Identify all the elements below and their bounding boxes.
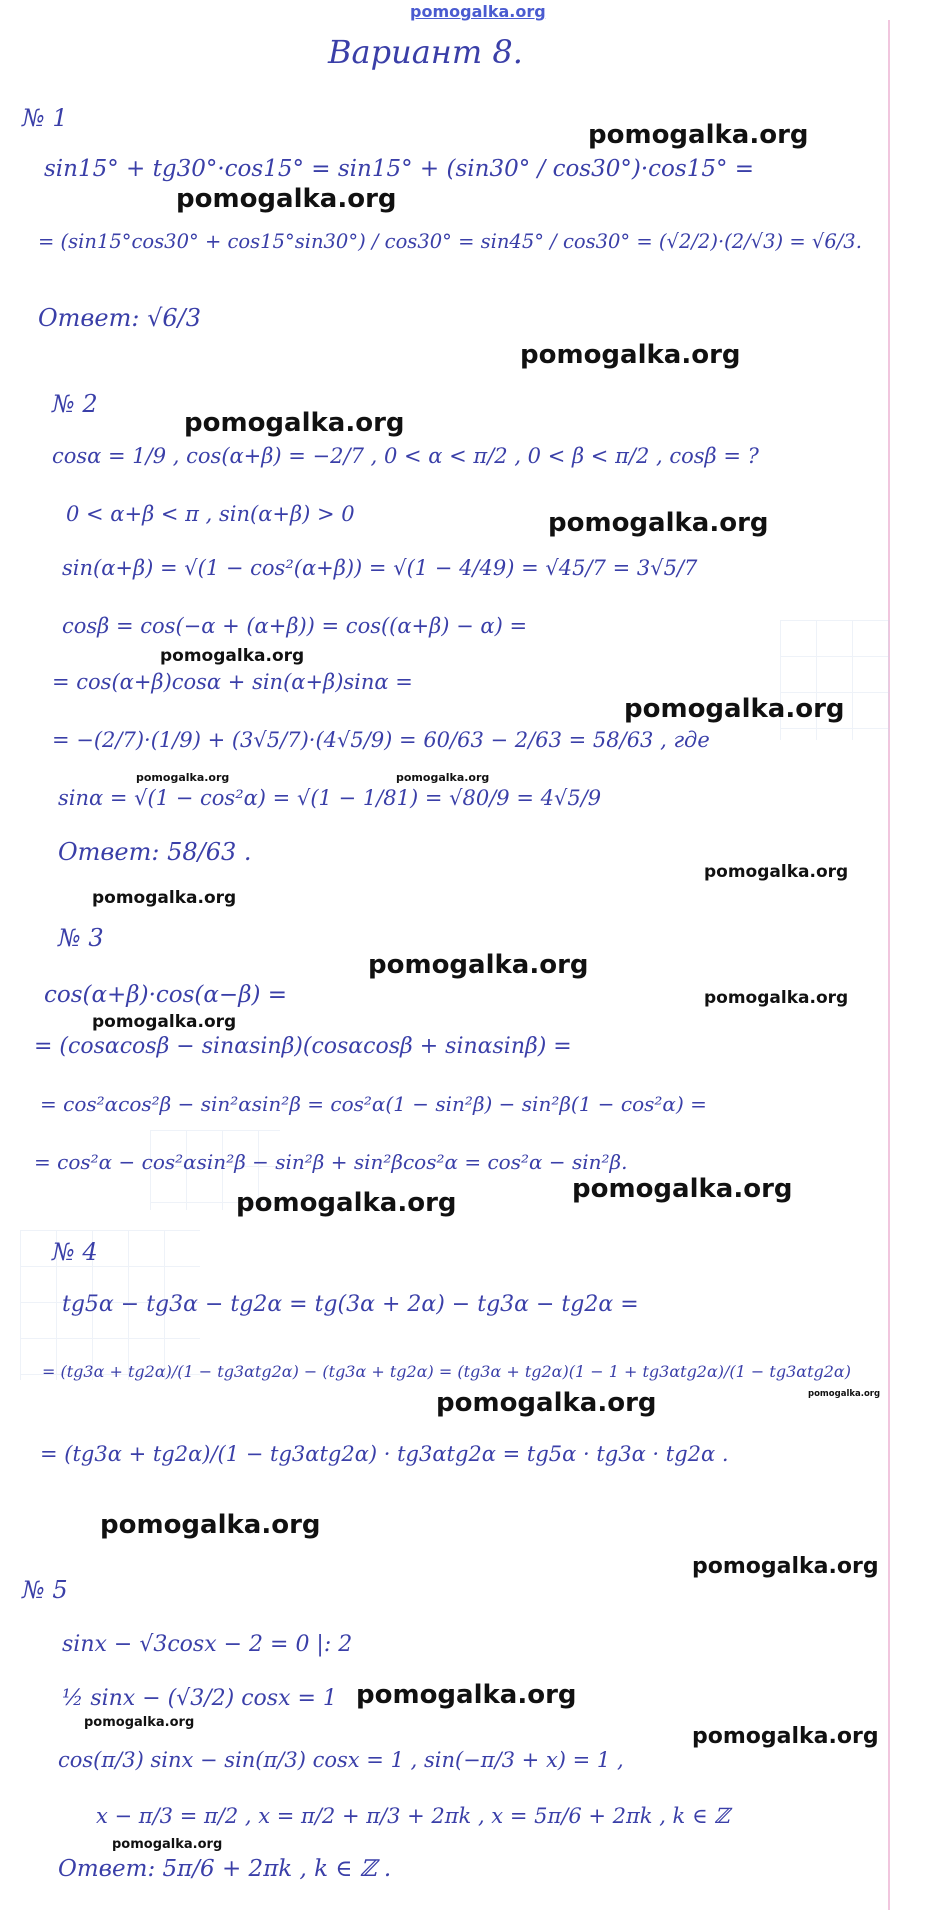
watermark: pomogalka.org (236, 1188, 457, 1218)
problem-3-line-4: = cos²α − cos²αsin²β − sin²β + sin²βcos²α = cos²α − sin²β. (34, 1150, 628, 1174)
watermark: pomogalka.org (136, 771, 230, 784)
watermark: pomogalka.org (588, 120, 809, 150)
problem-5-line-4: x − π/3 = π/2 , x = π/2 + π/3 + 2πk , x = 5π/6 + 2πk , k ∈ ℤ (96, 1804, 730, 1828)
watermark: pomogalka.org (808, 1389, 881, 1399)
watermark: pomogalka.org (176, 184, 397, 214)
problem-2-line-7: sinα = √(1 − cos²α) = √(1 − 1/81) = √80/9 = 4√5/9 (58, 786, 602, 810)
watermark: pomogalka.org (692, 1724, 879, 1749)
problem-4-line-2: = (tg3α + tg2α)/(1 − tg3αtg2α) − (tg3α + tg2α) = (tg3α + tg2α)(1 − 1 + tg3αtg2α)/(1 − tg3αtg2α) (42, 1362, 851, 1381)
problem-5-line-1: sinx − √3cosx − 2 = 0 |: 2 (62, 1632, 353, 1657)
watermark: pomogalka.org (692, 1554, 879, 1579)
problem-5-answer: Ответ: 5π/6 + 2πk , k ∈ ℤ . (58, 1856, 392, 1882)
watermark: pomogalka.org (368, 950, 589, 980)
problem-2-line-1: cosα = 1/9 , cos(α+β) = −2/7 , 0 < α < π/2 , 0 < β < π/2 , cosβ = ? (52, 444, 759, 468)
watermark: pomogalka.org (396, 771, 490, 784)
problem-5-line-3: cos(π/3) sinx − sin(π/3) cosx = 1 , sin(−π/3 + x) = 1 , (58, 1748, 624, 1772)
problem-1-label: № 1 (22, 104, 68, 132)
watermark: pomogalka.org (520, 340, 741, 370)
problem-2-answer: Ответ: 58/63 . (58, 838, 252, 866)
watermark: pomogalka.org (84, 1715, 195, 1730)
watermark: pomogalka.org (92, 1012, 237, 1032)
watermark: pomogalka.org (704, 862, 849, 882)
problem-2-line-2: 0 < α+β < π , sin(α+β) > 0 (66, 502, 355, 526)
problem-4-line-3: = (tg3α + tg2α)/(1 − tg3αtg2α) · tg3αtg2α = tg5α · tg3α · tg2α . (40, 1442, 729, 1466)
problem-2-label: № 2 (52, 390, 98, 418)
problem-1-line-1: sin15° + tg30°·cos15° = sin15° + (sin30° / cos30°)·cos15° = (44, 156, 755, 182)
watermark: pomogalka.org (572, 1174, 793, 1204)
watermark: pomogalka.org (548, 508, 769, 538)
watermark: pomogalka.org (356, 1680, 577, 1710)
problem-2-line-4: cosβ = cos(−α + (α+β)) = cos((α+β) − α) = (62, 614, 528, 638)
problem-4-line-1: tg5α − tg3α − tg2α = tg(3α + 2α) − tg3α − tg2α = (62, 1292, 639, 1317)
problem-3-line-1: cos(α+β)·cos(α−β) = (44, 982, 288, 1008)
problem-1-line-2: = (sin15°cos30° + cos15°sin30°) / cos30° = sin45° / cos30° = (√2/2)·(2/√3) = √6/3. (38, 230, 862, 253)
page-title: Вариант 8. (328, 33, 523, 71)
problem-4-label: № 4 (52, 1238, 98, 1266)
margin-line (888, 20, 890, 1910)
problem-2-line-5: = cos(α+β)cosα + sin(α+β)sinα = (52, 670, 413, 694)
problem-5-label: № 5 (22, 1576, 68, 1604)
watermark: pomogalka.org (184, 408, 405, 438)
watermark: pomogalka.org (160, 646, 305, 666)
watermark: pomogalka.org (704, 988, 849, 1008)
top-site-link[interactable]: pomogalka.org (410, 2, 546, 21)
watermark: pomogalka.org (112, 1837, 223, 1852)
watermark: pomogalka.org (624, 694, 845, 724)
problem-2-line-3: sin(α+β) = √(1 − cos²(α+β)) = √(1 − 4/49) = √45/7 = 3√5/7 (62, 556, 698, 580)
watermark: pomogalka.org (436, 1388, 657, 1418)
problem-3-line-2: = (cosαcosβ − sinαsinβ)(cosαcosβ + sinαsinβ) = (34, 1034, 572, 1059)
problem-1-answer: Ответ: √6/3 (38, 304, 201, 332)
problem-3-line-3: = cos²αcos²β − sin²αsin²β = cos²α(1 − sin²β) − sin²β(1 − cos²α) = (40, 1092, 707, 1116)
watermark: pomogalka.org (92, 888, 237, 908)
problem-3-label: № 3 (58, 924, 104, 952)
problem-2-line-6: = −(2/7)·(1/9) + (3√5/7)·(4√5/9) = 60/63 − 2/63 = 58/63 , где (52, 728, 710, 752)
problem-5-line-2: ½ sinx − (√3/2) cosx = 1 (62, 1686, 337, 1711)
watermark: pomogalka.org (100, 1510, 321, 1540)
